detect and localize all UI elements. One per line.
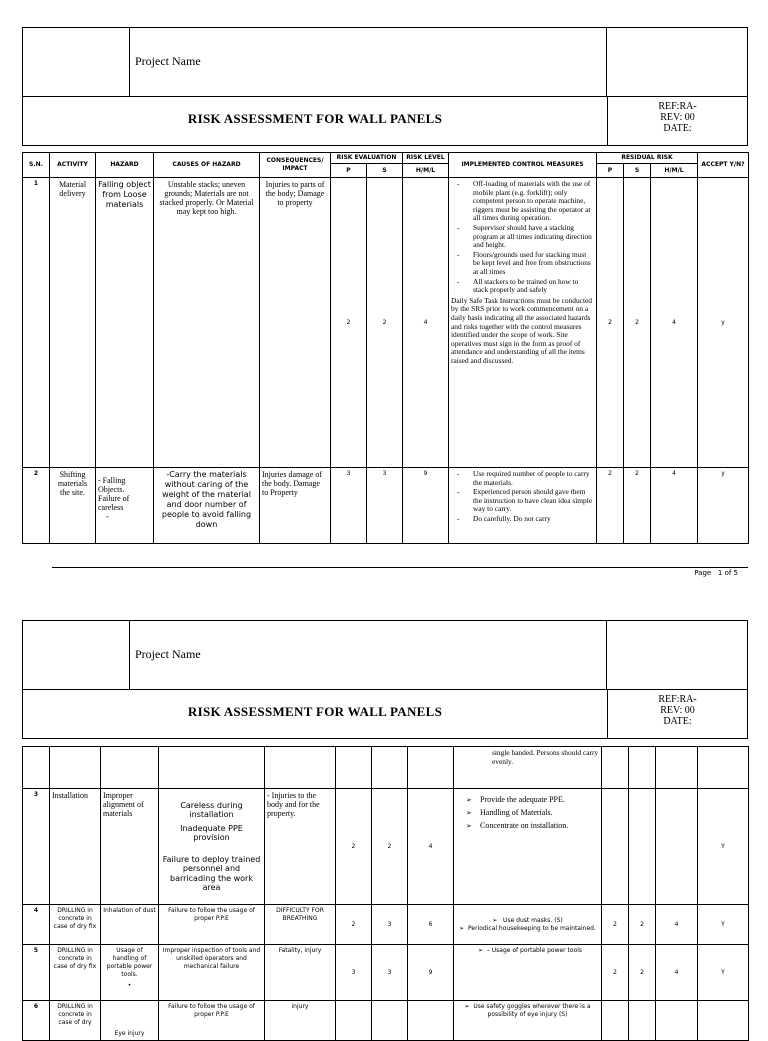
row-controls-continued: single handed. Persons should carry evenly. [454, 747, 602, 789]
row-causes [159, 789, 265, 905]
control-note: Daily Safe Task Instructions must be conducted by the SRS prior to work commencement on a daily basis indicating all the associated hazards and risks together with the control measures identified under the scope of work. Site operatives must sign in the form as proof of attendance and understanding of all the items raised and discussed. [451, 295, 592, 365]
row-accept: y [698, 468, 749, 544]
table-row [23, 789, 749, 905]
control-item [456, 917, 599, 925]
row-residual-p: 2 [602, 945, 629, 1001]
row-controls [449, 178, 597, 468]
row-causes: Failure to follow the usage of proper P.P.E [159, 1001, 265, 1041]
row-residual-p: 2 [597, 468, 624, 544]
page1-header [22, 27, 748, 146]
ref-block [607, 97, 747, 145]
cause-line: Careless during installation [180, 800, 243, 819]
control-item: ➢ Handling of Materials. [480, 808, 599, 818]
row-residual-s: 2 [624, 178, 651, 468]
row-level: 9 [403, 468, 449, 544]
control-text: Use dust masks. (S) [503, 916, 563, 924]
row-activity: DRILLING in concrete in case of dry fix [50, 945, 101, 1001]
row-accept: Y [698, 905, 749, 945]
row-s: 3 [367, 468, 403, 544]
risk-table-page2 [22, 746, 749, 1041]
row-causes: -Carry the materials without caring of the weight of the material and door number of people to avoid falling down [154, 468, 260, 544]
col-control-measures: IMPLEMENTED CONTROL MEASURES [449, 153, 597, 178]
col-hml: H/M/L [403, 164, 449, 178]
row-s: 3 [372, 945, 408, 1001]
row-sn: 1 [23, 178, 50, 468]
ref-number: REF:RA- [658, 101, 697, 112]
table-row [23, 468, 749, 544]
row-accept: Y [698, 945, 749, 1001]
row-sn: 5 [23, 945, 50, 1001]
control-item: - All stackers to be trained on how to stack properly and safely [473, 278, 594, 295]
col-residual-s: S [624, 164, 651, 178]
row-hazard [96, 468, 154, 544]
control-item: - Floors/grounds used for stacking must be kept level and free from obstructions at all times [473, 251, 594, 277]
cause-line: Failure to deploy trained personnel and barricading the work area [162, 854, 261, 892]
row-residual-s: 2 [629, 905, 656, 945]
hazard-line: - [106, 512, 109, 521]
control-item: - Experienced person should gave them the instruction to have clean idea simple way to carry. [473, 488, 594, 514]
page-label: Page [694, 569, 712, 577]
row-activity: DRILLING in concrete in case of dry [50, 1001, 101, 1041]
col-risk-evaluation: RISK EVALUATION [331, 153, 403, 164]
control-item: - Supervisor should have a stacking program at all times indicating direction and height. [473, 224, 594, 250]
col-accept: ACCEPT Y/N? [698, 153, 749, 178]
control-item: - Off-loading of materials with the use of mobile plant (e.g. forklift); only competent person to operate machine, riggers must be assisting the operator at all times during operation. [473, 180, 594, 223]
control-item: ➢ Provide the adequate PPE. [480, 795, 599, 805]
row-p: 3 [331, 468, 367, 544]
revision: REV: 00 [660, 705, 695, 716]
row-accept: Y [698, 789, 749, 905]
row-sn: 3 [23, 789, 50, 905]
project-name: Project Name [135, 54, 201, 68]
page-count: 1 of 5 [717, 569, 738, 577]
row-activity: Shifting materials the site. [50, 468, 96, 544]
date-label: DATE: [663, 716, 692, 727]
page-number [694, 569, 738, 577]
row-controls [449, 468, 597, 544]
arrow-icon: ➢ [492, 916, 498, 924]
row-activity: Installation [50, 789, 101, 905]
table-row [23, 747, 749, 789]
control-text: Periodical housekeeping to be maintained. [467, 924, 596, 932]
row-s: 2 [367, 178, 403, 468]
col-residual-risk: RESIDUAL RISK [597, 153, 698, 164]
control-text: – Usage of portable power tools [486, 947, 583, 954]
row-sn: 4 [23, 905, 50, 945]
row-level: 4 [408, 789, 454, 905]
control-text: Use safety goggles wherever there is a possibility of eye injury (S) [473, 1003, 591, 1018]
row-s: 3 [372, 905, 408, 945]
row-consequences: - Injuries to the body and for the property. [265, 789, 336, 905]
ref-block [607, 690, 747, 738]
row-residual-p: 2 [597, 178, 624, 468]
row-hazard: Inhalation of dust [101, 905, 159, 945]
document-title: RISK ASSESSMENT FOR WALL PANELS [187, 704, 443, 719]
row-residual-level: 4 [656, 945, 698, 1001]
ref-number: REF:RA- [658, 694, 697, 705]
row-causes: Improper inspection of tools and unskilled operators and mechanical failure [159, 945, 265, 1001]
date-label: DATE: [663, 123, 692, 134]
row-level: 4 [403, 178, 449, 468]
col-causes: CAUSES OF HAZARD [154, 153, 260, 178]
control-list [456, 795, 599, 831]
row-controls [454, 1001, 602, 1041]
control-item: ➢ Concentrate on installation. [480, 821, 599, 831]
hazard-line: Failure of careless [98, 494, 130, 512]
col-risk-level: RISK LEVEL [403, 153, 449, 164]
control-list [451, 470, 594, 524]
cause-line: Inadequate PPE provision [180, 823, 243, 842]
row-residual-level: 4 [651, 178, 698, 468]
control-item: - Do carefully. Do not carry [473, 515, 594, 524]
row-controls [454, 789, 602, 905]
row-activity: Material delivery [50, 178, 96, 468]
footer-divider [52, 567, 748, 568]
row-activity: DRILLING in concrete in case of dry fix [50, 905, 101, 945]
table-row [23, 945, 749, 1001]
row-residual-level: 4 [651, 468, 698, 544]
col-s: S [367, 164, 403, 178]
row-causes: Failure to follow the usage of proper P.P.E [159, 905, 265, 945]
page2-header [22, 620, 748, 739]
row-s: 2 [372, 789, 408, 905]
row-p: 2 [336, 905, 372, 945]
project-name: Project Name [135, 647, 201, 661]
col-consequences: CONSEQUENCES/ IMPACT [260, 153, 331, 178]
arrow-icon: ➢ [478, 947, 484, 954]
control-list [451, 180, 594, 295]
row-level: 6 [408, 905, 454, 945]
row-consequences: injury [265, 1001, 336, 1041]
row-accept: y [698, 178, 749, 468]
row-level: 9 [408, 945, 454, 1001]
row-consequences: DIFFICULTY FOR BREATHING [265, 905, 336, 945]
arrow-icon: ➢ [464, 1003, 470, 1010]
row-sn: 6 [23, 1001, 50, 1041]
col-residual-p: P [597, 164, 624, 178]
row-p: 2 [336, 789, 372, 905]
col-residual-hml: H/M/L [651, 164, 698, 178]
row-controls [454, 905, 602, 945]
arrow-icon: ➢ [459, 924, 465, 932]
col-sn: S.N. [23, 153, 50, 178]
risk-table-page1 [22, 152, 749, 544]
document-title: RISK ASSESSMENT FOR WALL PANELS [187, 111, 443, 126]
table-row [23, 905, 749, 945]
row-controls [454, 945, 602, 1001]
row-p: 2 [331, 178, 367, 468]
row-residual-p: 2 [602, 905, 629, 945]
row-sn: 2 [23, 468, 50, 544]
row-causes: Unstable stacks; uneven grounds; Materials are not stacked properly. Or Material may kept too high. [154, 178, 260, 468]
hazard-line: - Falling Objects. [98, 476, 126, 494]
row-consequences: Fatality, injury [265, 945, 336, 1001]
row-p: 3 [336, 945, 372, 1001]
col-p: P [331, 164, 367, 178]
row-hazard [101, 945, 159, 1001]
row-consequences: Injuries to parts of the body; Damage to property [260, 178, 331, 468]
hazard-text: Usage of handling of portable power tools. [106, 947, 153, 978]
bullet-icon: • [127, 982, 132, 989]
revision: REV: 00 [660, 112, 695, 123]
control-item [456, 925, 599, 933]
col-activity: ACTIVITY [50, 153, 96, 178]
row-residual-s: 2 [629, 945, 656, 1001]
col-hazard: HAZARD [96, 153, 154, 178]
row-hazard: Falling object from Loose materials [96, 178, 154, 468]
table-row [23, 178, 749, 468]
row-residual-level: 4 [656, 905, 698, 945]
row-residual-s: 2 [624, 468, 651, 544]
control-item: - Use required number of people to carry the materials. [473, 470, 594, 487]
row-hazard: Improper alignment of materials [101, 789, 159, 905]
table-row [23, 1001, 749, 1041]
row-hazard: Eye injury [101, 1001, 159, 1041]
row-consequences: Injuries damage of the body. Damage to Property [260, 468, 331, 544]
